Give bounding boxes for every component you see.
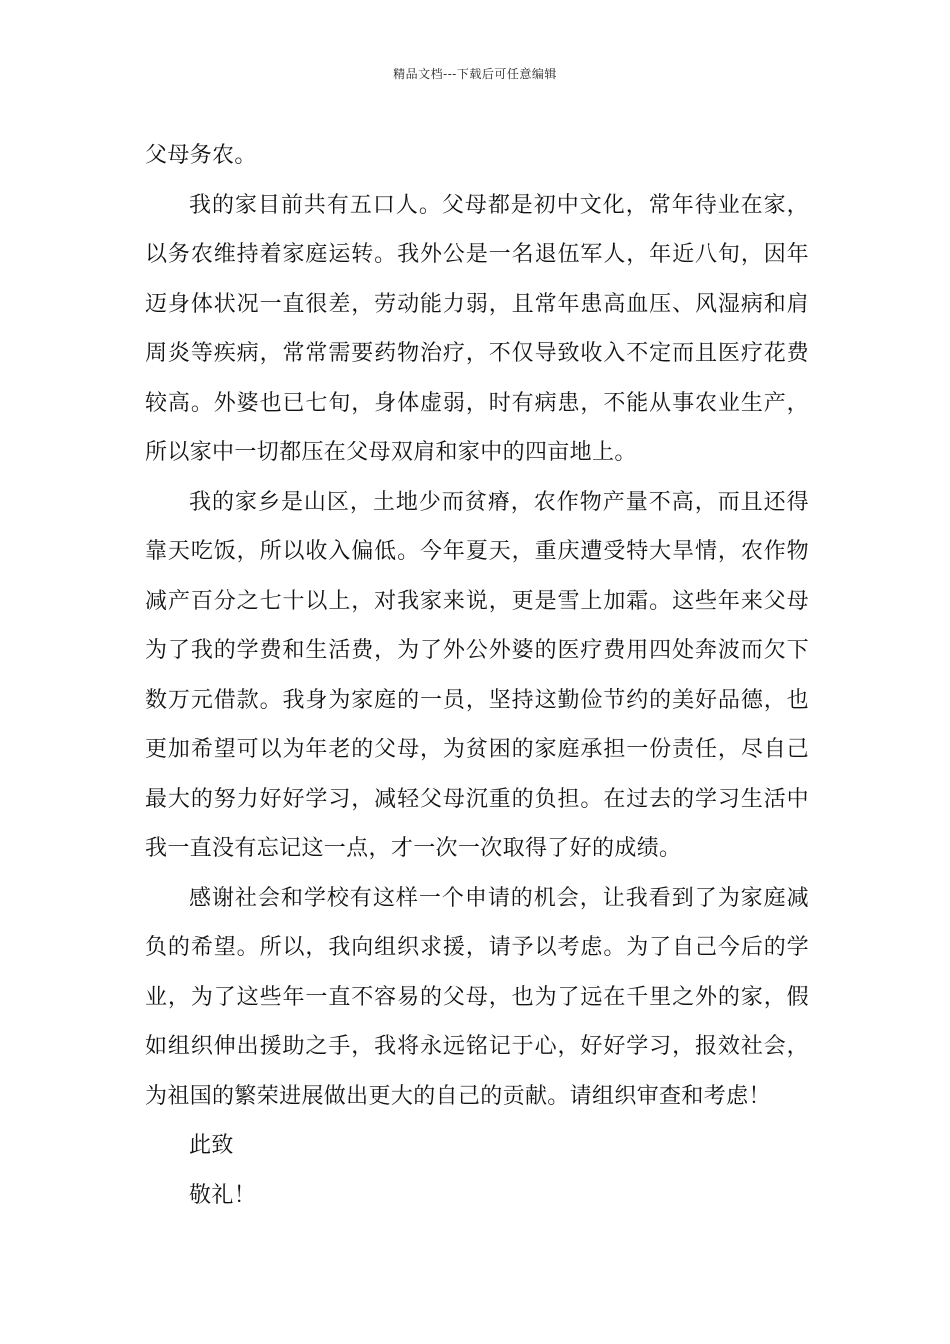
closing-salutation: 此致 bbox=[189, 1133, 234, 1158]
document-body bbox=[145, 131, 809, 1220]
paragraph-hometown: 我的家乡是山区，土地少而贫瘠，农作物产量不高，而且还得靠天吃饭，所以收入偏低。今年夏天，重庆遭受特大旱情，农作物减产百分之七十以上，对我家来说，更是雪上加霜。这些年来父母为了我的学费和生活费，为了外公外婆的医疗费用四处奔波而欠下数万元借款。我身为家庭的一员，坚持这勤俭节约的美好品德，也更加希望可以为年老的父母，为贫困的家庭承担一份责任，尽自己最大的努力好好学习，减轻父母沉重的负担。在过去的学习生活中我一直没有忘记这一点，才一次一次取得了好的成绩。 bbox=[145, 489, 809, 861]
paragraph-request: 感谢社会和学校有这样一个申请的机会，让我看到了为家庭减负的希望。所以，我向组织求援，请予以考虑。为了自己今后的学业，为了这些年一直不容易的父母，也为了远在千里之外的家，假如组织伸出援助之手，我将永远铭记于心，好好学习，报效社会，为祖国的繁荣进展做出更大的自己的贡献。请组织审查和考虑！ bbox=[145, 885, 809, 1109]
closing-regards: 敬礼！ bbox=[189, 1182, 257, 1208]
page-header: 精品文档---下载后可任意编辑 bbox=[393, 67, 557, 81]
paragraph-family-situation: 我的家目前共有五口人。父母都是初中文化，常年待业在家，以务农维持着家庭运转。我外公是一名退伍军人，年近八旬，因年迈身体状况一直很差，劳动能力弱，且常年患高血压、风湿病和肩周炎等疾病，常常需要药物治疗，不仅导致收入不定而且医疗花费较高。外婆也已七旬，身体虚弱，时有病患，不能从事农业生产，所以家中一切都压在父母双肩和家中的四亩地上。 bbox=[145, 192, 809, 465]
paragraph-continuation: 父母务农。 bbox=[145, 143, 257, 168]
